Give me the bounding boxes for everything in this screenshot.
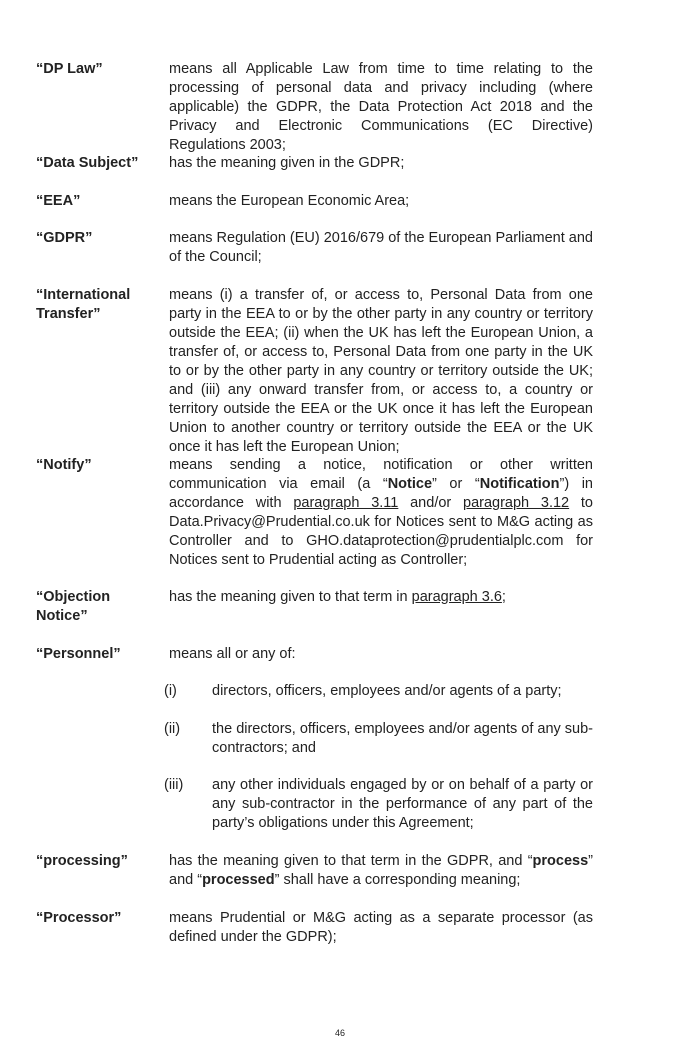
- processing-text-3: ” shall have a corresponding meaning;: [274, 872, 521, 888]
- personnel-item-text: directors, officers, employees and/or agents of a party;: [212, 683, 562, 699]
- term-objection-notice-line1: “Objection: [36, 589, 111, 605]
- definition-processor: means Prudential or M&G acting as a separate processor (as defined under the GDPR);: [169, 910, 593, 945]
- definition-data-subject: has the meaning given in the GDPR;: [169, 155, 405, 171]
- notify-text-4: and/or: [398, 495, 464, 511]
- term-processor: “Processor”: [36, 910, 122, 926]
- term-dp-law: “DP Law”: [36, 61, 103, 77]
- objection-text-2: ;: [501, 589, 506, 605]
- term-personnel: “Personnel”: [36, 646, 121, 662]
- paragraph-3-11-link[interactable]: paragraph 3.11: [293, 495, 399, 511]
- definition-notify: [169, 456, 593, 570]
- notify-notice-term: Notice: [387, 476, 433, 492]
- page-number: 46: [334, 1028, 345, 1038]
- paragraph-3-6-link[interactable]: paragraph 3.6: [411, 589, 502, 605]
- processing-text-1: has the meaning given to that term in the GDPR, and “: [169, 853, 533, 869]
- definition-gdpr: means Regulation (EU) 2016/679 of the European Parliament and of the Council;: [169, 230, 593, 265]
- term-international-transfer: [36, 286, 130, 324]
- objection-text-1: has the meaning given to that term in: [169, 589, 412, 605]
- processing-text-2: ” and “: [169, 853, 593, 888]
- term-processing: “processing”: [36, 853, 128, 869]
- term-data-subject: “Data Subject”: [36, 155, 139, 171]
- definition-processing: [169, 852, 593, 890]
- term-international-transfer-line2: Transfer”: [36, 306, 101, 322]
- notify-text-3: ”) in accordance with: [169, 476, 593, 511]
- notify-text-1: means sending a notice, notification or other written communication via email (a “: [169, 457, 593, 492]
- definition-personnel: means all or any of:: [169, 646, 296, 662]
- term-notify: “Notify”: [36, 457, 92, 473]
- processed-term: processed: [202, 872, 275, 888]
- term-objection-notice-line2: Notice”: [36, 608, 88, 624]
- definition-international-transfer: means (i) a transfer of, or access to, Personal Data from one party in the EEA to or by the other party in any country or territory outside the EEA; (ii) when the UK has left the European Union, a transfer of, or access to, Personal Data from one party in the UK to or by the other party in any country or territory outside the UK; and (iii) any onward transfer from, or access to, a country or territory outside the EEA or the UK once it has left the European Union to another country or territory outside the EEA or the UK once it has left the European Union;: [169, 287, 593, 455]
- personnel-item-number: (ii): [164, 721, 181, 737]
- term-international-transfer-line1: “International: [36, 287, 131, 303]
- definition-dp-law: means all Applicable Law from time to time relating to the processing of personal data and privacy including (where applicable) the GDPR, the Data Protection Act 2018 and the Privacy and Electronic Communications (EC Directive) Regulations 2003;: [169, 61, 593, 153]
- term-objection-notice: [36, 588, 110, 626]
- notify-text-2: ” or “: [432, 476, 480, 492]
- term-eea: “EEA”: [36, 193, 81, 209]
- notify-text-5: to Data.Privacy@Prudential.co.uk for Notices sent to M&G acting as Controller and to GHO.dataprotection@prudentialplc.com for Notices sent to Prudential acting as Controller;: [169, 495, 593, 568]
- definition-objection-notice: [169, 588, 593, 607]
- notify-notification-term: Notification: [479, 476, 560, 492]
- term-gdpr: “GDPR”: [36, 230, 93, 246]
- definition-eea: means the European Economic Area;: [169, 193, 410, 209]
- personnel-item-number: (iii): [164, 777, 184, 793]
- process-term: process: [532, 853, 589, 869]
- personnel-item-text: any other individuals engaged by or on behalf of a party or any sub-contractor in the performance of any part of the party’s obligations under this Agreement;: [212, 777, 593, 831]
- paragraph-3-12-link[interactable]: paragraph 3.12: [463, 495, 570, 511]
- personnel-item-number: (i): [164, 683, 177, 699]
- personnel-item-text: the directors, officers, employees and/or agents of any sub-contractors; and: [212, 721, 593, 756]
